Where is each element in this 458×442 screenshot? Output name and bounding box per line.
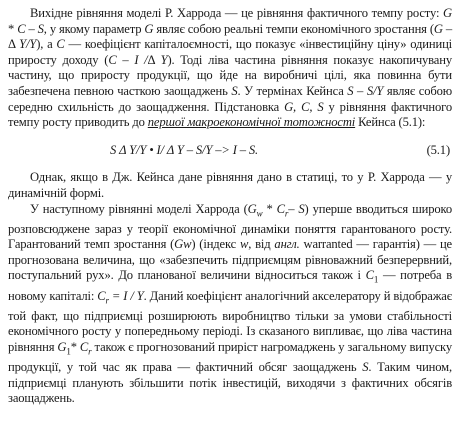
document-page	[8, 6, 452, 407]
formula-expression: S Δ Y/Y • I/ Δ Y – S/Y –> I – S.	[110, 142, 259, 157]
paragraph-2: Однак, якщо в Дж. Кейнса дане рівняння дано в статиці, то у Р. Харрода — у динамічній формі.	[8, 170, 452, 200]
formula-number: (5.1)	[426, 142, 450, 157]
formula-row	[8, 143, 452, 159]
paragraph-1: Вихідне рівняння моделі Р. Харрода — це рівняння фактичного темпу росту: G * C – S, у якому параметр G являє собою реальні темпи економічного зростання (G – Δ Y/Y), а C — коефіцієнт капіталоємності, що показує «інвестиційну ціну» одиниці приросту доходу (C – I /Δ Y). Тоді ліва частина рівняння показує накопичувану частину, що приросту продукції, що йде на виробничі цілі, яка повинна бути забезпечена певною часткою заощаджень S. У термінах Кейнса S – S/Y являє собою середню схильність до заощадження. Підстановка G, C, S у рівняння фактичного темпу росту приводить до першої макроекономічної тотожності Кейнса (5.1):	[8, 6, 453, 130]
paragraph-3: У наступному рівнянні моделі Харрода ($G_w * C_r-$ S) уперше вводиться широко розповсюджене зараз у теорії економічної динаміки поняття гарантованого росту. Гарантований темп зростання (Gw) (індекс w, від англ. warranted — гарантія) — це прогнозована величина, що «забезпечить підприємцям рівноважний безперервний, поступальний рух». До планованої величини відноситься також і $C_1$ — потреба в новому капіталі: $C_r = I / Y$. Даний коефіцієнт аналогічний акселератору й відображає той факт, що підприємці розширюють виробництво тільки за умови стабільності економічного росту у попередньому періоді. Із сказаного випливає, що ліва частина рівняння $G_1*$ $C_r$ також є прогнозований приріст нагромаджень у загальному випуску продукції, у той час як права — фактичний обсяг заощаджень S. Таким чином, підприємці планують збільшити потік інвестицій, виходячи з фактичних обсягів заощаджень.	[8, 201, 452, 406]
